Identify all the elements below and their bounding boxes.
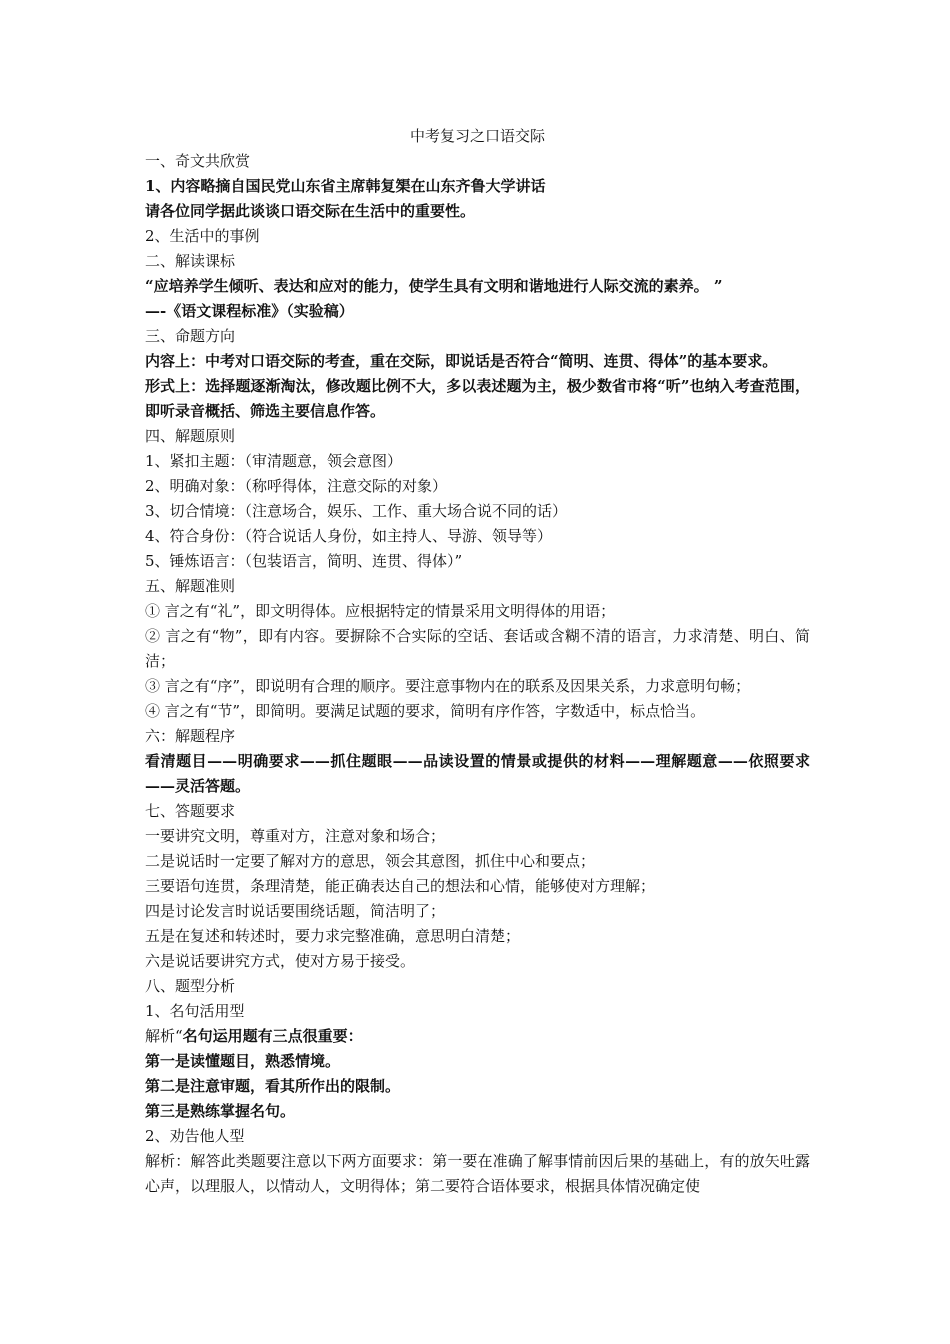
paragraph-line: 第三是熟练掌握名句。 — [145, 1102, 296, 1120]
paragraph-line: 2、劝告他人型 — [145, 1127, 245, 1145]
paragraph-line: 三要语句连贯，条理清楚，能正确表达自己的想法和心情，能够使对方理解； — [145, 877, 656, 895]
paragraph-line: 形式上：选择题逐渐淘汰，修改题比例不大，多以表述题为主，极少数省市将“听”也纳入考查范围，即听录音概括、筛选主要信息作答。 — [145, 377, 810, 420]
paragraph-line: 五、解题准则 — [145, 577, 236, 595]
paragraph-line: 第一是读懂题目，熟悉情境。 — [145, 1052, 341, 1070]
paragraph-line: 内容上：中考对口语交际的考查，重在交际，即说话是否符合“简明、连贯、得体”的基本要求。 — [145, 352, 778, 370]
paragraph-line: 五是在复述和转述时，要力求完整准确，意思明白清楚； — [145, 927, 521, 945]
paragraph-line: 四是讨论发言时说话要围绕话题，简洁明了； — [145, 902, 446, 920]
paragraph-line: —-《语文课程标准》（实验稿） — [145, 302, 354, 320]
paragraph-line — [145, 1024, 810, 1049]
paragraph-line: 三、命题方向 — [145, 327, 236, 345]
paragraph-line: 二是说话时一定要了解对方的意思，领会其意图，抓住中心和要点； — [145, 852, 596, 870]
paragraph-line: ③ 言之有“序”，即说明有合理的顺序。要注意事物内在的联系及因果关系，力求意明句畅； — [145, 677, 751, 695]
paragraph-line: 看清题目——明确要求——抓住题眼——品读设置的情景或提供的材料——理解题意——依照要求——灵活答题。 — [145, 752, 810, 795]
paragraph-line: 二、解读课标 — [145, 252, 236, 270]
paragraph-line: 1、紧扣主题：（审清题意，领会意图） — [145, 452, 403, 470]
paragraph-line: 4、符合身份：（符合说话人身份，如主持人、导游、领导等） — [145, 527, 553, 545]
document-body — [145, 149, 810, 1199]
paragraph-line: 请各位同学据此谈谈口语交际在生活中的重要性。 — [145, 202, 476, 220]
paragraph-line: 1、名句活用型 — [145, 1002, 245, 1020]
paragraph-line: 一、奇文共欣赏 — [145, 152, 251, 170]
paragraph-line: 一要讲究文明，尊重对方，注意对象和场合； — [145, 827, 446, 845]
paragraph-line: 2、生活中的事例 — [145, 227, 260, 245]
paragraph-line: ④ 言之有“节”，即简明。要满足试题的要求，简明有序作答，字数适中，标点恰当。 — [145, 702, 706, 720]
paragraph-line: 5、锤炼语言：（包装语言，简明、连贯、得体）” — [145, 552, 463, 570]
document-title: 中考复习之口语交际 — [409, 127, 545, 145]
paragraph-line: ① 言之有“礼”，即文明得体。应根据特定的情景采用文明得体的用语； — [145, 602, 616, 620]
paragraph-line: 3、切合情境：（注意场合，娱乐、工作、重大场合说不同的话） — [145, 502, 568, 520]
paragraph-line: 四、解题原则 — [145, 427, 236, 445]
paragraph-line: ② 言之有“物”，即有内容。要摒除不合实际的空话、套话或含糊不清的语言，力求清楚、明白、简洁； — [145, 627, 810, 670]
paragraph-line: 六是说话要讲究方式，使对方易于接受。 — [145, 952, 416, 970]
paragraph-line: 八、题型分析 — [145, 977, 236, 995]
paragraph-line: 解析：解答此类题要注意以下两方面要求：第一要在准确了解事情前因后果的基础上，有的放矢吐露心声，以理服人，以情动人，文明得体；第二要符合语体要求，根据具体情况确定使 — [145, 1152, 810, 1195]
paragraph-line: 2、明确对象：（称呼得体，注意交际的对象） — [145, 477, 448, 495]
document-page — [145, 124, 810, 1199]
paragraph-bold-text: 名句运用题有三点很重要： — [182, 1027, 363, 1045]
paragraph-line: 七、答题要求 — [145, 802, 236, 820]
paragraph-line: 第二是注意审题，看其所作出的限制。 — [145, 1077, 401, 1095]
paragraph-line: 六：解题程序 — [145, 727, 236, 745]
paragraph-prefix: 解析“ — [145, 1027, 183, 1045]
paragraph-line: “应培养学生倾听、表达和应对的能力，使学生具有文明和谐地进行人际交流的素养。 ” — [145, 277, 723, 295]
paragraph-line: 1、内容略摘自国民党山东省主席韩复榘在山东齐鲁大学讲话 — [145, 177, 546, 195]
